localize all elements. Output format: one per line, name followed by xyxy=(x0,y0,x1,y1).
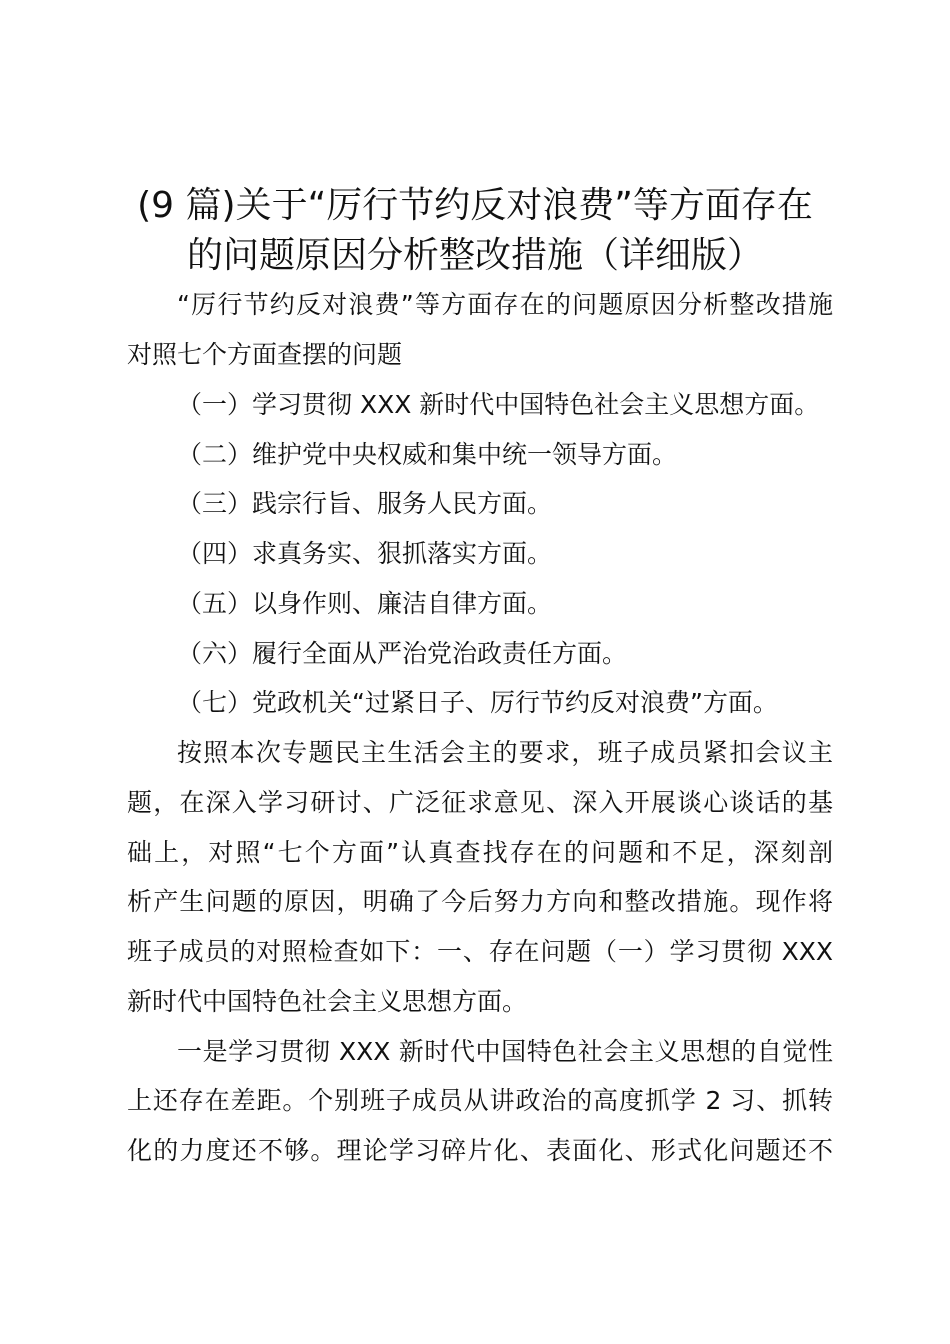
paragraph-1-line-4: 析产生问题的原因，明确了今后努力方向和整改措施。现作将 xyxy=(127,887,833,916)
list-item-5: （五）以身作则、廉洁自律方面。 xyxy=(177,589,553,618)
intro-line-2: 对照七个方面查摆的问题 xyxy=(127,340,403,369)
document-title-line-2: 的问题原因分析整改措施（详细版） xyxy=(186,235,763,276)
list-item-3: （三）践宗行旨、服务人民方面。 xyxy=(177,489,553,518)
paragraph-1-line-3: 础上，对照“七个方面”认真查找存在的问题和不足，深刻剖 xyxy=(127,838,833,867)
document-title-line-1: (9 篇)关于“厉行节约反对浪费”等方面存在 xyxy=(137,185,813,226)
paragraph-1-line-1: 按照本次专题民主生活会主的要求，班子成员紧扣会议主 xyxy=(177,738,833,767)
list-item-7: （七）党政机关“过紧日子、厉行节约反对浪费”方面。 xyxy=(177,688,778,717)
list-item-6: （六）履行全面从严治党治政责任方面。 xyxy=(177,639,628,668)
paragraph-2-line-2: 上还存在差距。个别班子成员从讲政治的高度抓学 2 习、抓转 xyxy=(127,1086,833,1115)
paragraph-1-line-5: 班子成员的对照检查如下：一、存在问题（一）学习贯彻 XXX xyxy=(127,937,833,966)
intro-line-1: “厉行节约反对浪费”等方面存在的问题原因分析整改措施 xyxy=(177,290,833,319)
paragraph-2-line-3: 化的力度还不够。理论学习碎片化、表面化、形式化问题还不 xyxy=(127,1136,833,1165)
list-item-2: （二）维护党中央权威和集中统一领导方面。 xyxy=(177,440,678,469)
paragraph-1-line-2: 题，在深入学习研讨、广泛征求意见、深入开展谈心谈话的基 xyxy=(127,788,833,817)
list-item-4: （四）求真务实、狠抓落实方面。 xyxy=(177,539,553,568)
paragraph-1-line-6: 新时代中国特色社会主义思想方面。 xyxy=(127,987,528,1016)
list-item-1: （一）学习贯彻 XXX 新时代中国特色社会主义思想方面。 xyxy=(177,390,820,419)
paragraph-2-line-1: 一是学习贯彻 XXX 新时代中国特色社会主义思想的自觉性 xyxy=(177,1037,833,1066)
